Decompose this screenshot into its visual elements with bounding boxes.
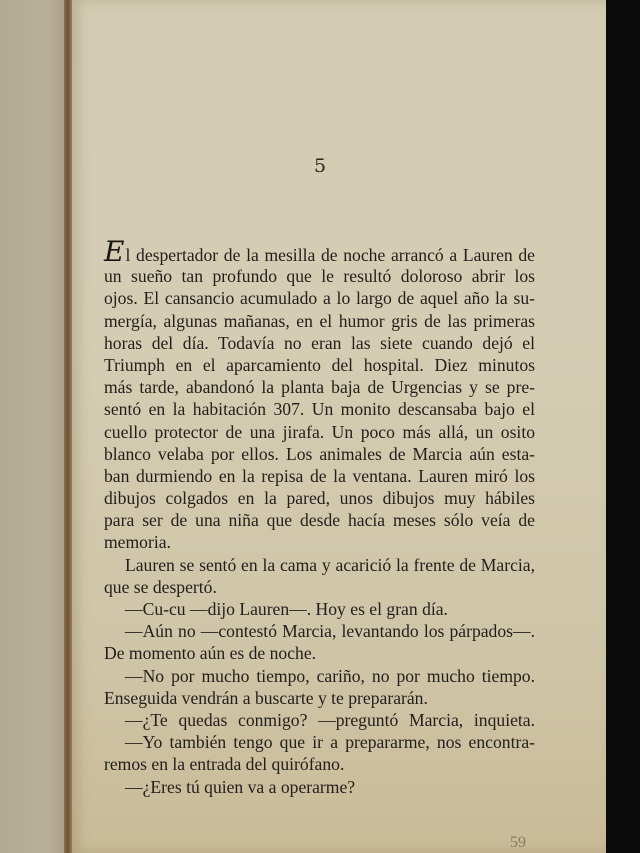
text-line: dibujos colgados en la pared, unos dibujos muy hábiles [104,488,535,509]
text-line: ojos. El cansancio acumulado a lo largo de aquel año la su- [104,288,535,309]
text-line: más tarde, abandonó la planta baja de Urgencias y se pre- [104,377,535,398]
text-line: remos en la entrada del quirófano. [104,754,345,775]
text-line: memoria. [104,532,171,553]
text-line: sentó en la habitación 307. Un monito descansaba bajo el [104,399,535,420]
text-line: blanco velaba por ellos. Los animales de Marcia aún esta- [104,443,535,464]
text-line: un sueño tan profundo que le resultó doloroso abrir los [104,266,535,287]
chapter-number: 5 [313,155,327,177]
dialogue-line: —Cu-cu —dijo Lauren—. Hoy es el gran día. [125,599,448,619]
text-line: cuello protector de una jirafa. Un poco más allá, un osito [104,421,535,442]
dialogue-line: —Yo también tengo que ir a prepararme, nos encontra- [125,732,535,753]
text-line: para ser de una niña que desde hacía meses sólo veía de [104,510,535,531]
dark-background [606,0,640,853]
text-line: Triumph en el aparcamiento del hospital. Diez minutos [104,354,535,375]
dialogue-line: —¿Eres tú quien va a operarme? [125,776,356,797]
text-line: ban durmiendo en la repisa de la ventana. Lauren miró los [104,465,535,486]
text-line: horas del día. Todavía no eran las siete cuando dejó el [104,332,535,353]
text-line: Enseguida vendrán a buscarte y te prepararán. [104,687,428,708]
dialogue-line: —No por mucho tiempo, cariño, no por mucho tiempo. [125,665,535,686]
chapter-text [104,235,535,798]
text-line: Lauren se sentó en la cama y acarició la frente de Marcia, [125,554,535,575]
text-line: De momento aún es de noche. [104,643,317,664]
left-page-edge [0,0,66,853]
text-line: El despertador de la mesilla de noche arrancó a Lauren de [104,235,535,268]
page-number: 59 [510,834,526,851]
text-line: que se despertó. [104,576,217,597]
book-gutter [64,0,72,853]
text-line: mergía, algunas mañanas, en el humor gris de las primeras [104,310,535,331]
dialogue-line: —¿Te quedas conmigo? —preguntó Marcia, inquieta. [125,709,535,730]
drop-cap: E [104,235,125,268]
dialogue-line: —Aún no —contestó Marcia, levantando los párpados—. [125,621,535,642]
